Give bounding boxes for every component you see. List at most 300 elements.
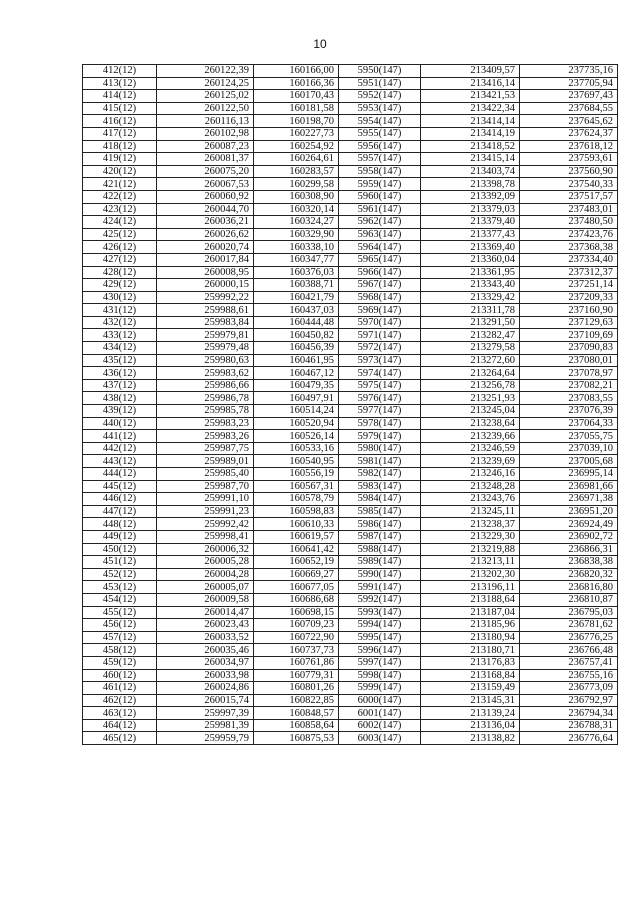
right-point-x-cell: 213409,57	[421, 65, 520, 78]
table-row	[83, 518, 618, 531]
right-point-y-cell: 237005,68	[520, 455, 618, 468]
right-point-x-cell: 213245,11	[421, 505, 520, 518]
left-point-id-cell: 440(12)	[83, 417, 157, 430]
left-point-id-cell: 452(12)	[83, 568, 157, 581]
right-point-id-cell: 5971(147)	[339, 329, 421, 342]
table-row	[83, 593, 618, 606]
page-number: 10	[313, 37, 327, 51]
table-row	[83, 115, 618, 128]
right-point-x-cell: 213421,53	[421, 90, 520, 103]
right-point-id-cell: 5989(147)	[339, 556, 421, 569]
left-point-x-cell: 260014,47	[157, 606, 254, 619]
left-point-x-cell: 260015,74	[157, 694, 254, 707]
right-point-x-cell: 213238,37	[421, 518, 520, 531]
left-point-y-cell: 160320,14	[254, 203, 339, 216]
left-point-id-cell: 465(12)	[83, 732, 157, 745]
left-point-id-cell: 446(12)	[83, 493, 157, 506]
left-point-y-cell: 160324,27	[254, 216, 339, 229]
right-point-id-cell: 5997(147)	[339, 656, 421, 669]
left-point-id-cell: 414(12)	[83, 90, 157, 103]
left-point-x-cell: 259991,10	[157, 493, 254, 506]
left-point-id-cell: 433(12)	[83, 329, 157, 342]
right-point-x-cell: 213180,71	[421, 644, 520, 657]
table-row	[83, 65, 618, 78]
left-point-id-cell: 435(12)	[83, 354, 157, 367]
table-row	[83, 442, 618, 455]
right-point-id-cell: 5996(147)	[339, 644, 421, 657]
table-row	[83, 556, 618, 569]
left-point-id-cell: 451(12)	[83, 556, 157, 569]
left-point-id-cell: 421(12)	[83, 178, 157, 191]
left-point-x-cell: 259992,42	[157, 518, 254, 531]
left-point-y-cell: 160875,53	[254, 732, 339, 745]
table-row	[83, 392, 618, 405]
right-point-y-cell: 237645,62	[520, 115, 618, 128]
left-point-y-cell: 160170,43	[254, 90, 339, 103]
left-point-x-cell: 260122,50	[157, 102, 254, 115]
left-point-y-cell: 160283,57	[254, 165, 339, 178]
left-point-y-cell: 160598,83	[254, 505, 339, 518]
right-point-id-cell: 5972(147)	[339, 342, 421, 355]
right-point-x-cell: 213398,78	[421, 178, 520, 191]
left-point-y-cell: 160467,12	[254, 367, 339, 380]
left-point-x-cell: 260006,32	[157, 543, 254, 556]
right-point-id-cell: 5985(147)	[339, 505, 421, 518]
table-row	[83, 656, 618, 669]
left-point-x-cell: 259986,66	[157, 379, 254, 392]
right-point-x-cell: 213272,60	[421, 354, 520, 367]
left-point-y-cell: 160388,71	[254, 279, 339, 292]
right-point-x-cell: 213248,28	[421, 480, 520, 493]
right-point-y-cell: 237480,50	[520, 216, 618, 229]
right-point-id-cell: 5986(147)	[339, 518, 421, 531]
left-point-id-cell: 460(12)	[83, 669, 157, 682]
right-point-id-cell: 6002(147)	[339, 719, 421, 732]
table-row	[83, 316, 618, 329]
left-point-id-cell: 462(12)	[83, 694, 157, 707]
left-point-x-cell: 260024,86	[157, 682, 254, 695]
left-point-y-cell: 160709,23	[254, 619, 339, 632]
right-point-y-cell: 236816,80	[520, 581, 618, 594]
left-point-id-cell: 463(12)	[83, 707, 157, 720]
right-point-id-cell: 5982(147)	[339, 468, 421, 481]
left-point-x-cell: 259959,79	[157, 732, 254, 745]
right-point-id-cell: 5962(147)	[339, 216, 421, 229]
right-point-y-cell: 236902,72	[520, 530, 618, 543]
left-point-y-cell: 160181,58	[254, 102, 339, 115]
right-point-x-cell: 213187,04	[421, 606, 520, 619]
table-row	[83, 127, 618, 140]
left-point-x-cell: 260116,13	[157, 115, 254, 128]
right-point-y-cell: 237735,16	[520, 65, 618, 78]
left-point-x-cell: 259992,22	[157, 291, 254, 304]
table-row	[83, 77, 618, 90]
table-row	[83, 253, 618, 266]
left-point-y-cell: 160677,05	[254, 581, 339, 594]
table-row	[83, 644, 618, 657]
right-point-x-cell: 213422,34	[421, 102, 520, 115]
left-point-y-cell: 160497,91	[254, 392, 339, 405]
right-point-y-cell: 237517,57	[520, 190, 618, 203]
right-point-y-cell: 236776,64	[520, 732, 618, 745]
left-point-id-cell: 448(12)	[83, 518, 157, 531]
left-point-id-cell: 464(12)	[83, 719, 157, 732]
left-point-id-cell: 449(12)	[83, 530, 157, 543]
right-point-id-cell: 5992(147)	[339, 593, 421, 606]
table-row	[83, 102, 618, 115]
left-point-y-cell: 160376,03	[254, 266, 339, 279]
table-row	[83, 682, 618, 695]
right-point-y-cell: 237684,55	[520, 102, 618, 115]
left-point-x-cell: 260044,70	[157, 203, 254, 216]
left-point-y-cell: 160456,39	[254, 342, 339, 355]
left-point-x-cell: 259998,41	[157, 530, 254, 543]
right-point-id-cell: 5981(147)	[339, 455, 421, 468]
left-point-x-cell: 260102,98	[157, 127, 254, 140]
left-point-y-cell: 160166,36	[254, 77, 339, 90]
table-row	[83, 178, 618, 191]
left-point-id-cell: 444(12)	[83, 468, 157, 481]
left-point-y-cell: 160338,10	[254, 241, 339, 254]
left-point-y-cell: 160822,85	[254, 694, 339, 707]
left-point-id-cell: 459(12)	[83, 656, 157, 669]
table-row	[83, 291, 618, 304]
right-point-x-cell: 213219,88	[421, 543, 520, 556]
right-point-x-cell: 213251,93	[421, 392, 520, 405]
left-point-x-cell: 259988,61	[157, 304, 254, 317]
left-point-x-cell: 260000,15	[157, 279, 254, 292]
right-point-id-cell: 5955(147)	[339, 127, 421, 140]
left-point-id-cell: 423(12)	[83, 203, 157, 216]
left-point-x-cell: 260004,28	[157, 568, 254, 581]
left-point-x-cell: 260087,23	[157, 140, 254, 153]
right-point-id-cell: 5953(147)	[339, 102, 421, 115]
left-point-id-cell: 441(12)	[83, 430, 157, 443]
right-point-id-cell: 5988(147)	[339, 543, 421, 556]
right-point-y-cell: 237540,33	[520, 178, 618, 191]
left-point-id-cell: 442(12)	[83, 442, 157, 455]
table-row	[83, 619, 618, 632]
left-point-y-cell: 160848,57	[254, 707, 339, 720]
right-point-y-cell: 236792,97	[520, 694, 618, 707]
left-point-id-cell: 425(12)	[83, 228, 157, 241]
table-row	[83, 165, 618, 178]
right-point-x-cell: 213377,43	[421, 228, 520, 241]
table-row	[83, 241, 618, 254]
left-point-y-cell: 160437,03	[254, 304, 339, 317]
right-point-x-cell: 213238,64	[421, 417, 520, 430]
left-point-x-cell: 260122,39	[157, 65, 254, 78]
left-point-y-cell: 160722,90	[254, 631, 339, 644]
right-point-id-cell: 6000(147)	[339, 694, 421, 707]
left-point-id-cell: 428(12)	[83, 266, 157, 279]
right-point-id-cell: 5963(147)	[339, 228, 421, 241]
left-point-id-cell: 422(12)	[83, 190, 157, 203]
right-point-y-cell: 236981,66	[520, 480, 618, 493]
left-point-y-cell: 160686,68	[254, 593, 339, 606]
right-point-x-cell: 213239,66	[421, 430, 520, 443]
right-point-id-cell: 5964(147)	[339, 241, 421, 254]
left-point-x-cell: 259983,62	[157, 367, 254, 380]
right-point-y-cell: 237423,76	[520, 228, 618, 241]
table-row	[83, 606, 618, 619]
left-point-id-cell: 457(12)	[83, 631, 157, 644]
right-point-id-cell: 5998(147)	[339, 669, 421, 682]
right-point-x-cell: 213196,11	[421, 581, 520, 594]
right-point-x-cell: 213139,24	[421, 707, 520, 720]
table-row	[83, 228, 618, 241]
left-point-y-cell: 160514,24	[254, 405, 339, 418]
right-point-x-cell: 213379,03	[421, 203, 520, 216]
table-row	[83, 669, 618, 682]
left-point-y-cell: 160761,86	[254, 656, 339, 669]
right-point-id-cell: 5954(147)	[339, 115, 421, 128]
left-point-y-cell: 160526,14	[254, 430, 339, 443]
left-point-id-cell: 439(12)	[83, 405, 157, 418]
table-row	[83, 581, 618, 594]
right-point-y-cell: 236866,31	[520, 543, 618, 556]
right-point-y-cell: 237705,94	[520, 77, 618, 90]
right-point-id-cell: 5970(147)	[339, 316, 421, 329]
right-point-x-cell: 213360,04	[421, 253, 520, 266]
left-point-id-cell: 454(12)	[83, 593, 157, 606]
right-point-x-cell: 213159,49	[421, 682, 520, 695]
right-point-id-cell: 5960(147)	[339, 190, 421, 203]
table-row	[83, 631, 618, 644]
table-row	[83, 417, 618, 430]
right-point-x-cell: 213168,84	[421, 669, 520, 682]
right-point-x-cell: 213246,16	[421, 468, 520, 481]
table-row	[83, 367, 618, 380]
table-row	[83, 719, 618, 732]
left-point-y-cell: 160801,26	[254, 682, 339, 695]
right-point-x-cell: 213361,95	[421, 266, 520, 279]
right-point-id-cell: 5951(147)	[339, 77, 421, 90]
table-row	[83, 266, 618, 279]
table-row	[83, 203, 618, 216]
left-point-id-cell: 447(12)	[83, 505, 157, 518]
right-point-id-cell: 5967(147)	[339, 279, 421, 292]
right-point-id-cell: 5952(147)	[339, 90, 421, 103]
right-point-x-cell: 213343,40	[421, 279, 520, 292]
left-point-x-cell: 260017,84	[157, 253, 254, 266]
right-point-x-cell: 213416,14	[421, 77, 520, 90]
right-point-id-cell: 5999(147)	[339, 682, 421, 695]
left-point-x-cell: 259981,39	[157, 719, 254, 732]
right-point-id-cell: 6001(147)	[339, 707, 421, 720]
right-point-y-cell: 237697,43	[520, 90, 618, 103]
left-point-id-cell: 416(12)	[83, 115, 157, 128]
left-point-x-cell: 259991,23	[157, 505, 254, 518]
right-point-x-cell: 213414,14	[421, 115, 520, 128]
right-point-y-cell: 236971,38	[520, 493, 618, 506]
left-point-x-cell: 259979,81	[157, 329, 254, 342]
left-point-id-cell: 415(12)	[83, 102, 157, 115]
right-point-id-cell: 5969(147)	[339, 304, 421, 317]
right-point-y-cell: 237560,90	[520, 165, 618, 178]
right-point-y-cell: 236766,48	[520, 644, 618, 657]
right-point-y-cell: 236776,25	[520, 631, 618, 644]
right-point-id-cell: 5980(147)	[339, 442, 421, 455]
right-point-x-cell: 213392,09	[421, 190, 520, 203]
left-point-id-cell: 429(12)	[83, 279, 157, 292]
table-row	[83, 430, 618, 443]
left-point-id-cell: 424(12)	[83, 216, 157, 229]
right-point-y-cell: 236951,20	[520, 505, 618, 518]
right-point-id-cell: 5990(147)	[339, 568, 421, 581]
right-point-x-cell: 213291,50	[421, 316, 520, 329]
left-point-id-cell: 412(12)	[83, 65, 157, 78]
right-point-id-cell: 5987(147)	[339, 530, 421, 543]
right-point-x-cell: 213245,04	[421, 405, 520, 418]
right-point-y-cell: 236788,31	[520, 719, 618, 732]
left-point-y-cell: 160567,31	[254, 480, 339, 493]
left-point-y-cell: 160421,79	[254, 291, 339, 304]
left-point-id-cell: 430(12)	[83, 291, 157, 304]
table-row	[83, 455, 618, 468]
right-point-x-cell: 213138,82	[421, 732, 520, 745]
left-point-id-cell: 426(12)	[83, 241, 157, 254]
left-point-y-cell: 160347,77	[254, 253, 339, 266]
right-point-id-cell: 5991(147)	[339, 581, 421, 594]
left-point-x-cell: 259987,75	[157, 442, 254, 455]
left-point-x-cell: 260005,28	[157, 556, 254, 569]
table-row	[83, 342, 618, 355]
table-row	[83, 304, 618, 317]
left-point-id-cell: 427(12)	[83, 253, 157, 266]
right-point-y-cell: 237160,90	[520, 304, 618, 317]
left-point-id-cell: 445(12)	[83, 480, 157, 493]
right-point-y-cell: 237080,01	[520, 354, 618, 367]
right-point-y-cell: 237368,38	[520, 241, 618, 254]
right-point-id-cell: 5974(147)	[339, 367, 421, 380]
right-point-y-cell: 236755,16	[520, 669, 618, 682]
left-point-y-cell: 160669,27	[254, 568, 339, 581]
right-point-x-cell: 213282,47	[421, 329, 520, 342]
right-point-y-cell: 237593,61	[520, 153, 618, 166]
right-point-y-cell: 236838,38	[520, 556, 618, 569]
left-point-x-cell: 259983,23	[157, 417, 254, 430]
left-point-y-cell: 160520,94	[254, 417, 339, 430]
right-point-y-cell: 236810,87	[520, 593, 618, 606]
table-row	[83, 530, 618, 543]
table-row	[83, 153, 618, 166]
right-point-id-cell: 5966(147)	[339, 266, 421, 279]
right-point-y-cell: 236795,03	[520, 606, 618, 619]
right-point-x-cell: 213379,40	[421, 216, 520, 229]
left-point-id-cell: 443(12)	[83, 455, 157, 468]
right-point-id-cell: 5983(147)	[339, 480, 421, 493]
right-point-id-cell: 5978(147)	[339, 417, 421, 430]
left-point-y-cell: 160652,19	[254, 556, 339, 569]
left-point-id-cell: 434(12)	[83, 342, 157, 355]
left-point-y-cell: 160444,48	[254, 316, 339, 329]
table-row	[83, 90, 618, 103]
table-row	[83, 493, 618, 506]
right-point-y-cell: 237076,39	[520, 405, 618, 418]
left-point-id-cell: 417(12)	[83, 127, 157, 140]
right-point-id-cell: 5958(147)	[339, 165, 421, 178]
right-point-x-cell: 213188,64	[421, 593, 520, 606]
left-point-y-cell: 160461,95	[254, 354, 339, 367]
left-point-x-cell: 260067,53	[157, 178, 254, 191]
left-point-x-cell: 260125,02	[157, 90, 254, 103]
left-point-x-cell: 259983,84	[157, 316, 254, 329]
left-point-x-cell: 259997,39	[157, 707, 254, 720]
left-point-id-cell: 432(12)	[83, 316, 157, 329]
left-point-x-cell: 260124,25	[157, 77, 254, 90]
right-point-y-cell: 237109,69	[520, 329, 618, 342]
left-point-y-cell: 160166,00	[254, 65, 339, 78]
right-point-y-cell: 237083,55	[520, 392, 618, 405]
right-point-y-cell: 237064,33	[520, 417, 618, 430]
left-point-x-cell: 260060,92	[157, 190, 254, 203]
table-row	[83, 190, 618, 203]
left-point-id-cell: 437(12)	[83, 379, 157, 392]
left-point-y-cell: 160198,70	[254, 115, 339, 128]
left-point-id-cell: 438(12)	[83, 392, 157, 405]
left-point-id-cell: 458(12)	[83, 644, 157, 657]
right-point-id-cell: 5965(147)	[339, 253, 421, 266]
left-point-y-cell: 160479,35	[254, 379, 339, 392]
right-point-y-cell: 237312,37	[520, 266, 618, 279]
table-row	[83, 354, 618, 367]
left-point-x-cell: 260075,20	[157, 165, 254, 178]
right-point-x-cell: 213243,76	[421, 493, 520, 506]
left-point-id-cell: 418(12)	[83, 140, 157, 153]
right-point-y-cell: 237618,12	[520, 140, 618, 153]
right-point-x-cell: 213311,78	[421, 304, 520, 317]
left-point-y-cell: 160299,58	[254, 178, 339, 191]
table-row	[83, 405, 618, 418]
right-point-x-cell: 213136,04	[421, 719, 520, 732]
right-point-id-cell: 5979(147)	[339, 430, 421, 443]
left-point-x-cell: 259979,48	[157, 342, 254, 355]
left-point-x-cell: 259987,70	[157, 480, 254, 493]
right-point-id-cell: 5995(147)	[339, 631, 421, 644]
right-point-x-cell: 213229,30	[421, 530, 520, 543]
left-point-id-cell: 455(12)	[83, 606, 157, 619]
right-point-y-cell: 236757,41	[520, 656, 618, 669]
right-point-y-cell: 237251,14	[520, 279, 618, 292]
right-point-id-cell: 5961(147)	[339, 203, 421, 216]
right-point-id-cell: 5957(147)	[339, 153, 421, 166]
left-point-y-cell: 160698,15	[254, 606, 339, 619]
right-point-y-cell: 236794,34	[520, 707, 618, 720]
left-point-y-cell: 160779,31	[254, 669, 339, 682]
left-point-x-cell: 260005,07	[157, 581, 254, 594]
table-row	[83, 329, 618, 342]
left-point-id-cell: 420(12)	[83, 165, 157, 178]
right-point-id-cell: 5976(147)	[339, 392, 421, 405]
left-point-y-cell: 160578,79	[254, 493, 339, 506]
left-point-x-cell: 260026,62	[157, 228, 254, 241]
left-point-y-cell: 160556,19	[254, 468, 339, 481]
right-point-y-cell: 236924,49	[520, 518, 618, 531]
right-point-id-cell: 5993(147)	[339, 606, 421, 619]
left-point-x-cell: 260033,52	[157, 631, 254, 644]
right-point-y-cell: 237090,83	[520, 342, 618, 355]
left-point-id-cell: 436(12)	[83, 367, 157, 380]
right-point-y-cell: 237209,33	[520, 291, 618, 304]
right-point-x-cell: 213239,69	[421, 455, 520, 468]
right-point-y-cell: 236773,09	[520, 682, 618, 695]
left-point-x-cell: 260009,58	[157, 593, 254, 606]
left-point-x-cell: 259986,78	[157, 392, 254, 405]
left-point-id-cell: 453(12)	[83, 581, 157, 594]
right-point-x-cell: 213202,30	[421, 568, 520, 581]
left-point-y-cell: 160533,16	[254, 442, 339, 455]
